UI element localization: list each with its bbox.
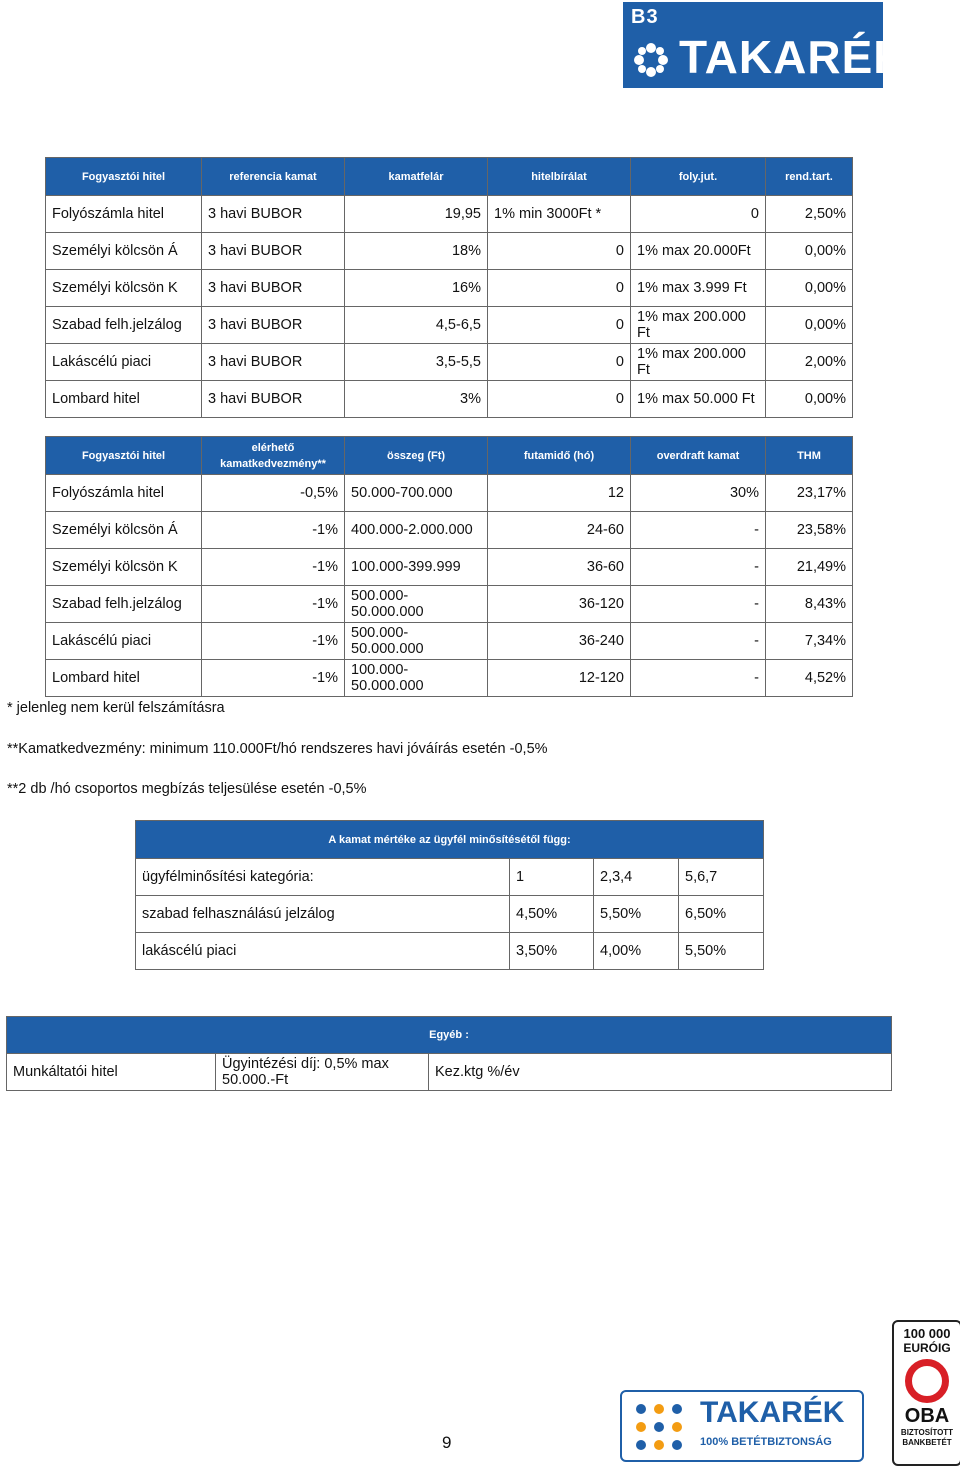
t2-cell: 36-120 [488, 586, 631, 623]
t1-cell: 16% [345, 270, 488, 307]
dots-icon [632, 1400, 686, 1454]
table2-header-row [46, 437, 853, 475]
t2-cell: Szabad felh.jelzálog [46, 586, 202, 623]
t1-cell: Szabad felh.jelzálog [46, 307, 202, 344]
other-table [6, 1016, 892, 1091]
t2-h4: overdraft kamat [631, 437, 766, 475]
t1-cell: 0 [488, 233, 631, 270]
t2-cell: Folyószámla hitel [46, 475, 202, 512]
rating-table [135, 820, 764, 970]
t2-cell: - [631, 586, 766, 623]
t2-cell: 12 [488, 475, 631, 512]
t3-cell: szabad felhasználású jelzálog [136, 896, 510, 933]
t3-cell: 1 [510, 859, 594, 896]
t4-cell: Munkáltatói hitel [7, 1054, 216, 1091]
t1-cell: 1% min 3000Ft * [488, 196, 631, 233]
t2-cell: 12-120 [488, 660, 631, 697]
t2-h2: összeg (Ft) [345, 437, 488, 475]
table-row [46, 381, 853, 418]
t1-cell: 2,50% [766, 196, 853, 233]
t1-cell: 1% max 3.999 Ft [631, 270, 766, 307]
oba-badge [892, 1320, 960, 1466]
t2-h0: Fogyasztói hitel [46, 437, 202, 475]
t2-cell: 30% [631, 475, 766, 512]
t2-cell: - [631, 660, 766, 697]
t1-cell: 0 [488, 344, 631, 381]
t1-cell: 1% max 50.000 Ft [631, 381, 766, 418]
oba-amount: 100 000 [903, 1326, 951, 1341]
footnote-2: **Kamatkedvezmény: minimum 110.000Ft/hó rendszeres havi jóváírás esetén -0,5% [7, 741, 548, 757]
table-row [46, 475, 853, 512]
t2-cell: Lakáscélú piaci [46, 623, 202, 660]
table-row [46, 233, 853, 270]
t1-cell: 0,00% [766, 270, 853, 307]
t2-cell: 100.000- 50.000.000 [345, 660, 488, 697]
t2-cell: -1% [202, 512, 345, 549]
t1-cell: 3% [345, 381, 488, 418]
t4-header: Egyéb : [7, 1017, 892, 1054]
t1-cell: 3 havi BUBOR [202, 381, 345, 418]
oba-sub1: BIZTOSÍTOTT [900, 1428, 954, 1437]
t1-cell: Lakáscélú piaci [46, 344, 202, 381]
t3-cell: 5,6,7 [679, 859, 764, 896]
t1-cell: 3 havi BUBOR [202, 233, 345, 270]
table1-header-row [46, 158, 853, 196]
logo-bottom-tag: 100% BETÉTBIZTONSÁG [700, 1436, 832, 1448]
t2-cell: 23,17% [766, 475, 853, 512]
table-row [136, 933, 764, 970]
table-row [46, 196, 853, 233]
t1-cell: 3,5-5,5 [345, 344, 488, 381]
t3-cell: lakáscélú piaci [136, 933, 510, 970]
t2-cell: Személyi kölcsön K [46, 549, 202, 586]
t1-cell: Személyi kölcsön Á [46, 233, 202, 270]
logo-brand-text: TAKARÉK [679, 31, 908, 83]
t2-cell: Személyi kölcsön Á [46, 512, 202, 549]
table-row [46, 660, 853, 697]
t2-cell: - [631, 549, 766, 586]
t1-cell: 1% max 200.000 Ft [631, 344, 766, 381]
t3-cell: 4,00% [594, 933, 679, 970]
t1-cell: 3 havi BUBOR [202, 307, 345, 344]
t2-cell: -1% [202, 549, 345, 586]
t1-h4: foly.jut. [631, 158, 766, 196]
footnote-1: * jelenleg nem kerül felszámításra [7, 700, 225, 716]
table-row [46, 623, 853, 660]
t3-cell: 2,3,4 [594, 859, 679, 896]
t3-cell: ügyfélminősítési kategória: [136, 859, 510, 896]
logo-bottom-brand: TAKARÉK [700, 1396, 845, 1429]
oba-currency: EURÓIG [903, 1341, 951, 1355]
t2-cell: 7,34% [766, 623, 853, 660]
t2-h1: elérhető kamatkedvezmény** [202, 437, 345, 475]
table-row [136, 896, 764, 933]
t2-cell: 400.000-2.000.000 [345, 512, 488, 549]
t2-cell: 500.000- 50.000.000 [345, 623, 488, 660]
t2-cell: 500.000- 50.000.000 [345, 586, 488, 623]
discount-table [45, 436, 853, 697]
t2-cell: 36-240 [488, 623, 631, 660]
t1-h0: Fogyasztói hitel [46, 158, 202, 196]
footnote-3: **2 db /hó csoportos megbízás teljesülése esetén -0,5% [7, 781, 367, 797]
interest-table [45, 157, 853, 418]
t1-cell: 2,00% [766, 344, 853, 381]
takarek-logo-bottom [620, 1390, 864, 1462]
t2-cell: - [631, 512, 766, 549]
t3-cell: 5,50% [594, 896, 679, 933]
table-row [136, 859, 764, 896]
takarek-logo-top [623, 2, 908, 88]
t3-cell: 4,50% [510, 896, 594, 933]
logo-b3-text: B3 [631, 6, 659, 28]
t3-cell: 5,50% [679, 933, 764, 970]
t1-cell: 0,00% [766, 233, 853, 270]
t2-cell: 4,52% [766, 660, 853, 697]
t1-h1: referencia kamat [202, 158, 345, 196]
oba-sub2: BANKBETÉT [902, 1438, 952, 1447]
table-row [7, 1054, 892, 1091]
t1-cell: 3 havi BUBOR [202, 344, 345, 381]
t1-cell: Személyi kölcsön K [46, 270, 202, 307]
t3-cell: 3,50% [510, 933, 594, 970]
t2-h3: futamidő (hó) [488, 437, 631, 475]
t1-cell: 18% [345, 233, 488, 270]
t2-cell: -1% [202, 586, 345, 623]
t1-cell: 0 [488, 307, 631, 344]
t2-cell: 23,58% [766, 512, 853, 549]
t2-cell: -0,5% [202, 475, 345, 512]
t2-h5: THM [766, 437, 853, 475]
t2-cell: -1% [202, 623, 345, 660]
t1-cell: 1% max 200.000 Ft [631, 307, 766, 344]
t1-cell: 4,5-6,5 [345, 307, 488, 344]
t1-cell: 1% max 20.000Ft [631, 233, 766, 270]
oba-ring-icon [905, 1359, 949, 1403]
t1-h5: rend.tart. [766, 158, 853, 196]
table-row [46, 512, 853, 549]
t2-cell: -1% [202, 660, 345, 697]
t2-cell: 50.000-700.000 [345, 475, 488, 512]
page-number: 9 [442, 1433, 452, 1452]
t4-cell: Kez.ktg %/év [429, 1054, 892, 1091]
flower-icon [631, 40, 671, 80]
t1-cell: 0,00% [766, 381, 853, 418]
table-row [46, 307, 853, 344]
table-row [46, 586, 853, 623]
table-row [46, 344, 853, 381]
t1-cell: 0,00% [766, 307, 853, 344]
t2-cell: 8,43% [766, 586, 853, 623]
t1-cell: Lombard hitel [46, 381, 202, 418]
t1-cell: 0 [488, 270, 631, 307]
t1-cell: 3 havi BUBOR [202, 270, 345, 307]
t1-cell: 0 [631, 196, 766, 233]
t4-cell: Ügyintézési díj: 0,5% max 50.000.-Ft [216, 1054, 429, 1091]
t3-header: A kamat mértéke az ügyfél minősítésétől függ: [136, 821, 764, 859]
t1-cell: 0 [488, 381, 631, 418]
t1-h2: kamatfelár [345, 158, 488, 196]
t1-cell: 19,95 [345, 196, 488, 233]
oba-title: OBA [904, 1405, 950, 1427]
t2-cell: 100.000-399.999 [345, 549, 488, 586]
t2-cell: 36-60 [488, 549, 631, 586]
t1-cell: Folyószámla hitel [46, 196, 202, 233]
t2-cell: - [631, 623, 766, 660]
t1-cell: 3 havi BUBOR [202, 196, 345, 233]
t2-cell: Lombard hitel [46, 660, 202, 697]
table-row [46, 270, 853, 307]
table-row [46, 549, 853, 586]
t2-cell: 21,49% [766, 549, 853, 586]
t3-cell: 6,50% [679, 896, 764, 933]
t2-cell: 24-60 [488, 512, 631, 549]
t1-h3: hitelbírálat [488, 158, 631, 196]
